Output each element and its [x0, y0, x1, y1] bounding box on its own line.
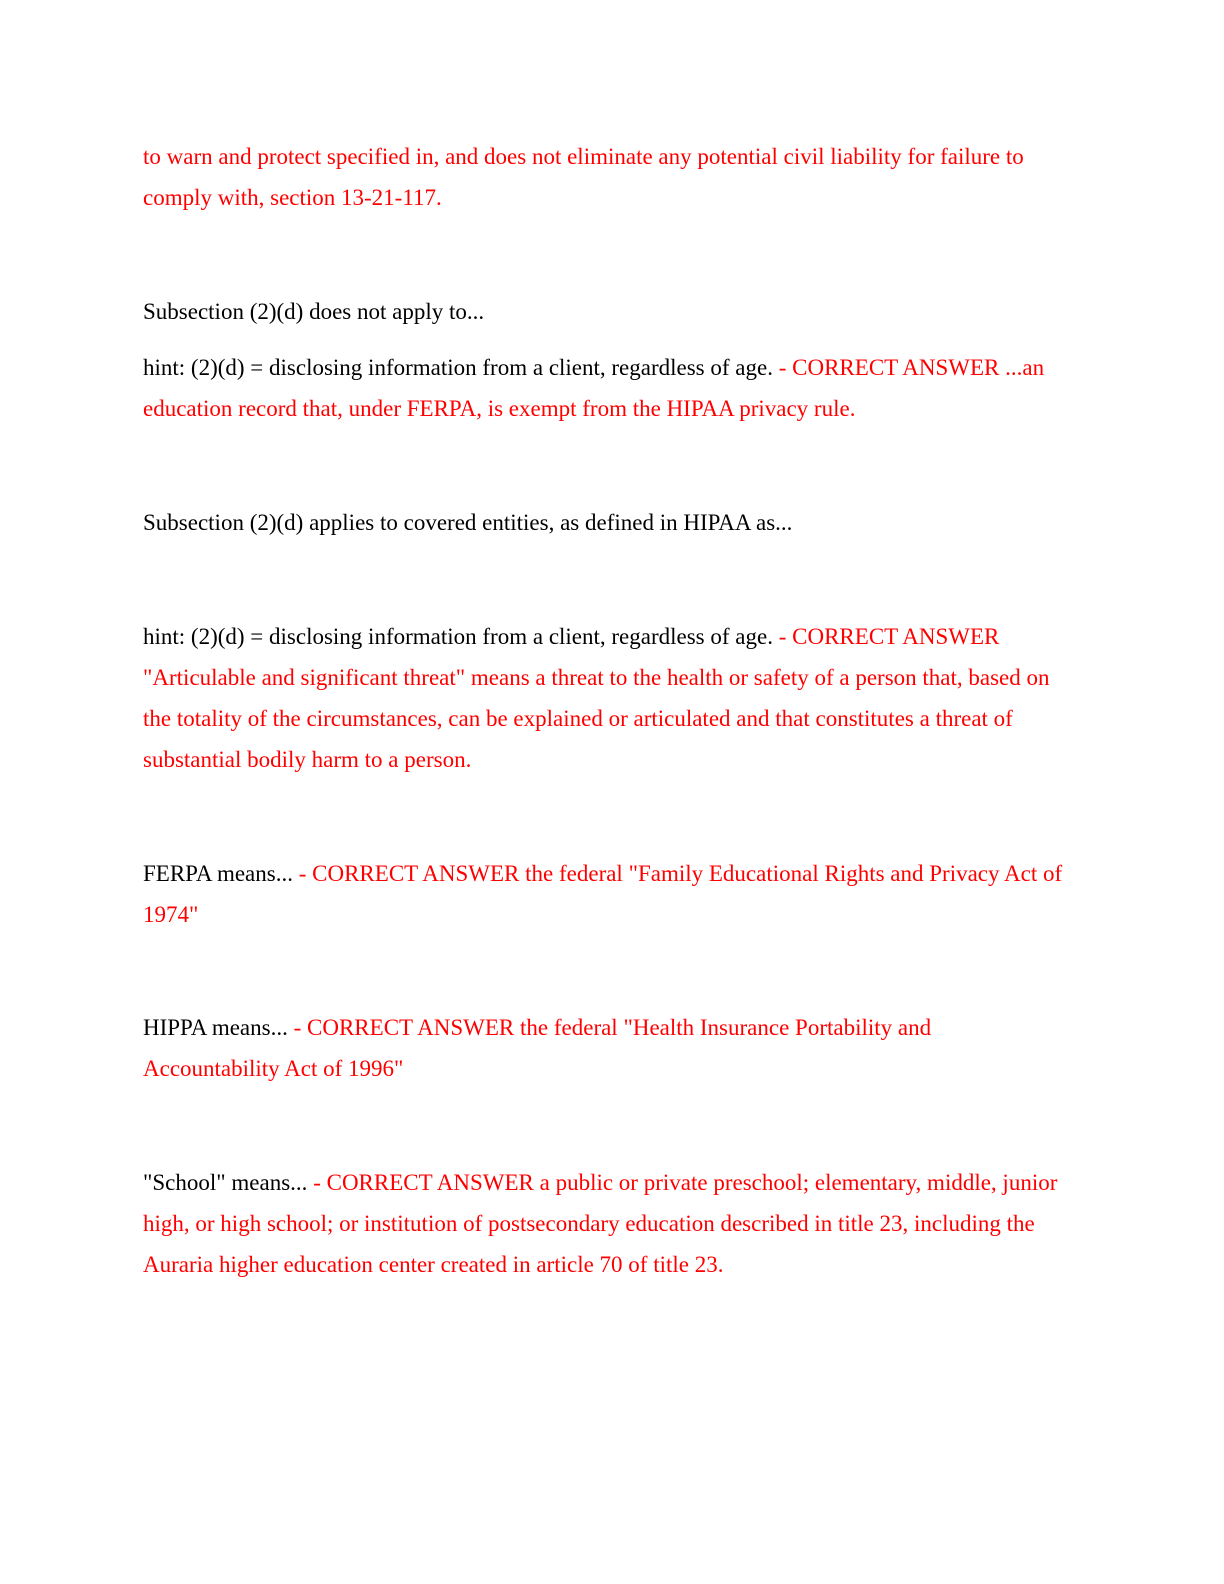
correct-answer-label: CORRECT ANSWER	[792, 624, 1000, 649]
question-text: "School" means...	[143, 1170, 308, 1195]
answer-text: ...an education record that, under FERPA, is exempt from the HIPAA privacy rule.	[143, 355, 1045, 421]
separator: -	[307, 1170, 327, 1195]
answer-text: a public or private preschool; elementary, middle, junior high, or high school; or institution of postsecondary education described in title 23, including the Auraria higher education center created in article 70 of title 23.	[143, 1170, 1058, 1277]
separator: -	[772, 355, 793, 380]
correct-answer-label: CORRECT ANSWER	[792, 355, 1000, 380]
answer-text: the federal "Family Educational Rights and Privacy Act of 1974"	[143, 861, 1063, 927]
question-text: FERPA means...	[143, 861, 293, 886]
answer-text: "Articulable and significant threat" means a threat to the health or safety of a person that, based on the totality of the circumstances, can be explained or articulated and that constitutes a threat of substantial bodily harm to a person.	[143, 665, 1050, 772]
separator: -	[287, 1015, 308, 1040]
correct-answer-label: CORRECT ANSWER	[307, 1015, 515, 1040]
card-5	[143, 616, 1063, 780]
card-4-question	[143, 502, 1063, 543]
question-text: hint: (2)(d) = disclosing information from a client, regardless of age.	[143, 355, 773, 380]
card-2-question	[143, 291, 1063, 332]
answer-text: to warn and protect specified in, and does not eliminate any potential civil liability for failure to comply with, section 13-21-117.	[143, 144, 1024, 210]
card-6	[143, 853, 1063, 935]
correct-answer-label: CORRECT ANSWER	[326, 1170, 534, 1195]
question-text: Subsection (2)(d) does not apply to...	[143, 299, 485, 324]
card-1-answer-continuation	[143, 136, 1063, 218]
card-3	[143, 347, 1063, 429]
separator: -	[292, 861, 313, 886]
correct-answer-label: CORRECT ANSWER	[312, 861, 520, 886]
separator: -	[772, 624, 793, 649]
question-text: hint: (2)(d) = disclosing information from a client, regardless of age.	[143, 624, 773, 649]
card-7	[143, 1007, 1063, 1089]
card-8	[143, 1162, 1063, 1285]
question-text: HIPPA means...	[143, 1015, 288, 1040]
answer-text: the federal "Health Insurance Portability and Accountability Act of 1996"	[143, 1015, 932, 1081]
question-text: Subsection (2)(d) applies to covered entities, as defined in HIPAA as...	[143, 510, 793, 535]
